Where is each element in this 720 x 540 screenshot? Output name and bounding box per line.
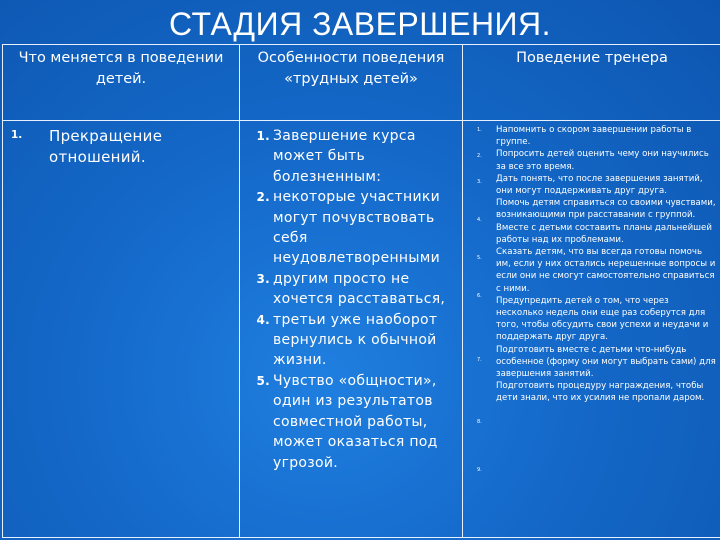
list-number: 1. — [11, 129, 23, 141]
list-item-text: некоторые участники могут почувствовать себя неудовлетворенными — [273, 189, 441, 267]
list-number: 1. — [477, 127, 482, 133]
list-number: 9. — [477, 467, 482, 473]
list-item-text: Попросить детей оценить чему они научились за все это время. — [496, 149, 709, 172]
list-item-text: Завершение курса может быть болезненным: — [273, 128, 416, 185]
list-number: 3. — [477, 179, 482, 185]
list-item-text: Вместе с детьми составить планы дальнейшей работы над их проблемами. — [496, 222, 712, 245]
list-number: 1. — [256, 129, 270, 143]
trainer-behavior-list — [496, 124, 716, 405]
list-item — [256, 310, 456, 371]
comparison-table — [2, 44, 720, 538]
header-row — [3, 45, 720, 121]
list-item-text: Предупредить детей о том, что через несколько недель они еще раз соберутся для того, чтобы обсудить свои успехи и неудачи и поддержать друг друга. — [496, 295, 709, 343]
content-row — [3, 121, 720, 538]
list-item-text: Помочь детям справиться со своими чувствами, возникающими при расставании с группой. — [496, 198, 716, 221]
list-item-text: другим просто не хочется расставаться, — [273, 270, 446, 308]
list-number: 4. — [477, 217, 482, 223]
list-item-text: третьи уже наоборот вернулись к обычной жизни. — [273, 311, 438, 369]
list-item-text: Дать понять, что после завершения занятий, они могут поддерживать друг друга. — [496, 173, 703, 197]
header-children-behavior: Что меняется в поведении детей. — [3, 45, 240, 121]
list-item — [256, 269, 456, 310]
header-difficult-children: Особенности поведения «трудных детей» — [240, 45, 463, 121]
list-item-text: Сказать детям, что вы всегда готовы помочь им, если у них остались нерешенные вопросы и если они не смогут самостоятельно справиться с ними. — [496, 247, 716, 294]
list-number: 7. — [477, 357, 482, 363]
list-number: 5. — [477, 255, 482, 261]
list-number: 4. — [256, 312, 270, 327]
difficult-children-list — [240, 121, 462, 473]
trainer-behavior-cell — [463, 121, 720, 538]
children-behavior-text: Прекращение отношений. — [49, 127, 163, 166]
header-trainer-behavior: Поведение тренера — [463, 45, 720, 121]
list-item — [256, 187, 456, 269]
list-number: 3. — [256, 271, 270, 286]
slide-title: СТАДИЯ ЗАВЕРШЕНИЯ. — [168, 6, 552, 42]
list-number: 5. — [256, 373, 270, 388]
list-item-text: Подготовить процедуру награждения, чтобы дети знали, что их усилия не пропали даром. — [496, 381, 705, 404]
difficult-children-cell — [240, 121, 463, 538]
list-number: 8. — [477, 419, 482, 425]
list-item — [256, 371, 456, 473]
list-item-text: Напомнить о скором завершении работы в группе. — [496, 125, 692, 148]
list-number: 2. — [256, 190, 270, 205]
list-item-text: Подготовить вместе с детьми что-нибудь особенное (форму они могут выбрать сами) для завершения занятий. — [496, 344, 716, 380]
list-item — [256, 126, 456, 187]
list-item-text: Чувство «общности», один из результатов совместной работы, может оказаться под угрозой. — [273, 372, 438, 471]
list-number: 6. — [477, 293, 482, 299]
children-behavior-cell — [3, 121, 240, 538]
list-number: 2. — [477, 153, 482, 159]
